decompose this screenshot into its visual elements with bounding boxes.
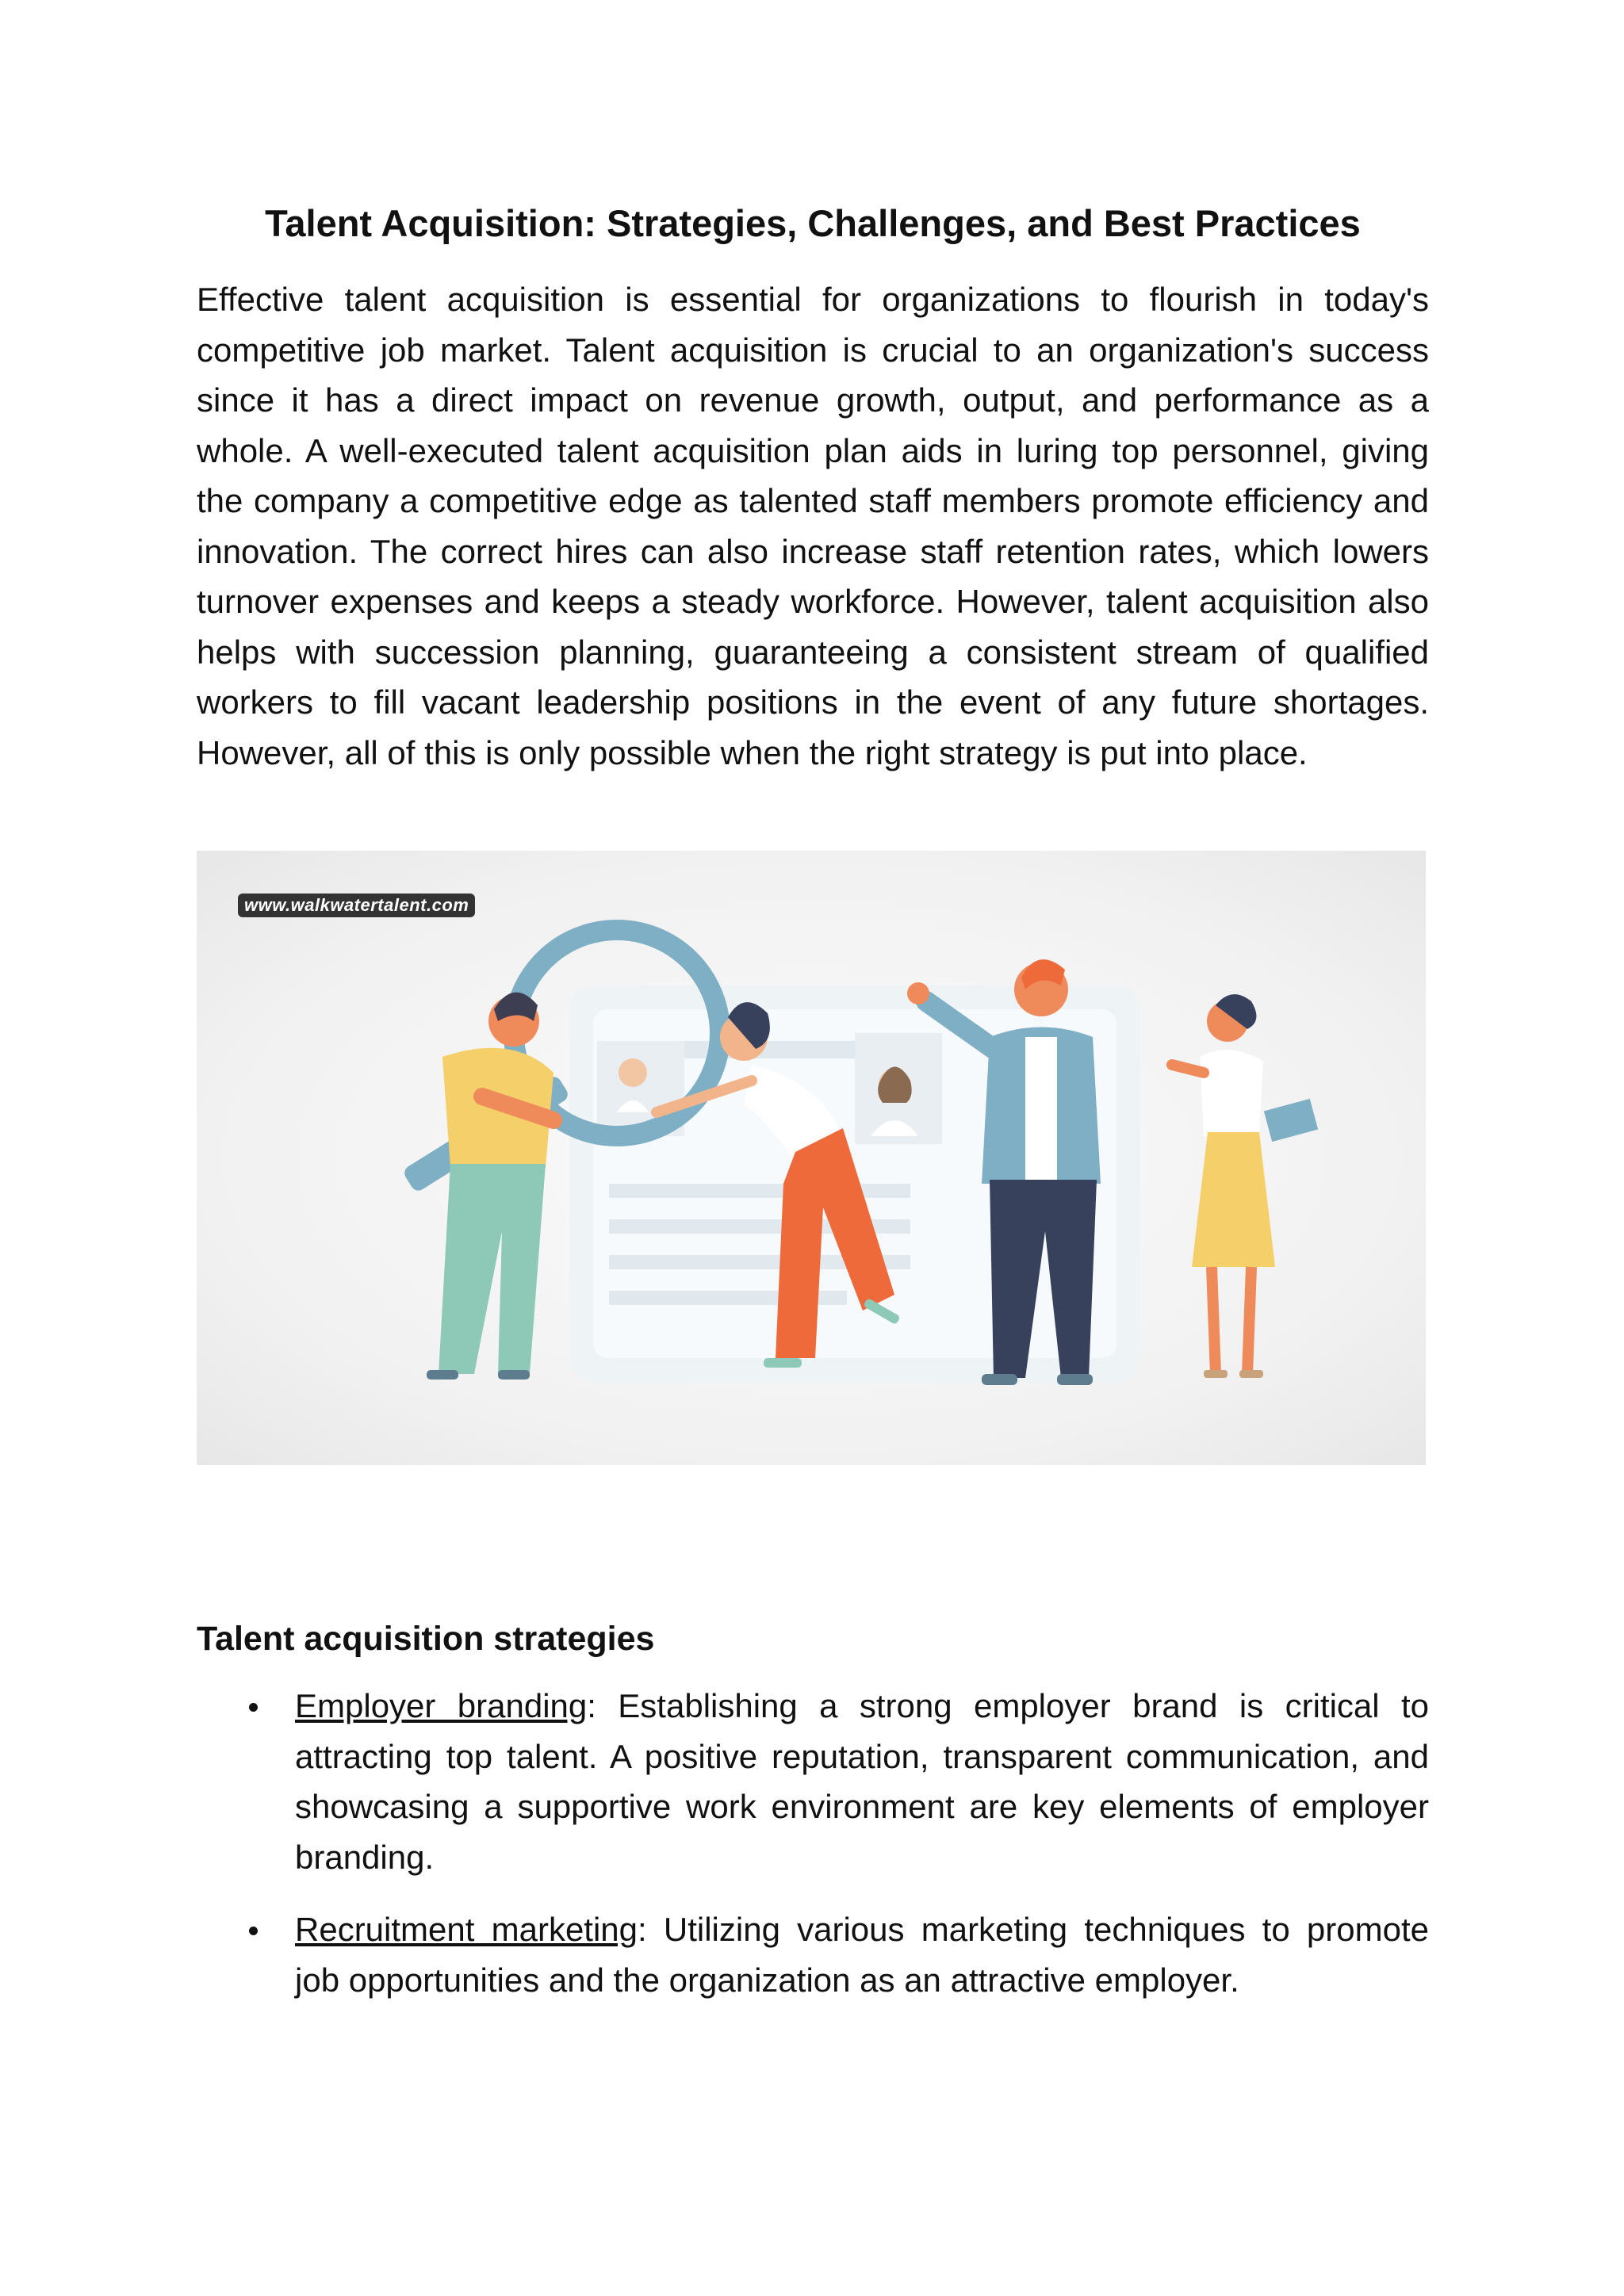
intro-paragraph: Effective talent acquisition is essential for organizations to flourish in today's competitive job market. Talent acquisition is crucial to an organization's success since it has a direct impact on revenue growth, output, and performance as a whole. A well-executed talent acquisition plan aids in luring top personnel, giving the company a competitive edge as talented staff members promote efficiency and innovation. The correct hires can also increase staff retention rates, which lowers turnover expenses and keeps a steady workforce. However, talent acquisition also helps with succession planning, guaranteeing a consistent stream of qualified workers to fill vacant leadership positions in the event of any future shortages. However, all of this is only possible when the right strategy is put into place. — [197, 281, 1429, 771]
strategies-list — [197, 1681, 1429, 2027]
bullet-icon — [249, 1927, 258, 1935]
strategy-term: Recruitment marketing — [295, 1911, 638, 1948]
strategy-description: : Establishing a strong employer brand is critical to attracting top talent. A positive reputation, transparent communication, and showcasing a supportive work environment are key elements of employer branding. — [295, 1687, 1430, 1876]
section-heading: Talent acquisition strategies — [197, 1620, 655, 1658]
strategy-term: Employer branding — [295, 1687, 588, 1724]
watermark-label: www.walkwatertalent.com — [238, 894, 475, 917]
document-title: Talent Acquisition: Strategies, Challenges, and Best Practices — [265, 202, 1361, 244]
talent-search-illustration — [197, 851, 1426, 1465]
bullet-icon — [249, 1703, 258, 1712]
list-item — [197, 1681, 1429, 1882]
strategy-description: : Utilizing various marketing techniques to promote job opportunities and the organization as an attractive employer. — [295, 1911, 1429, 1999]
list-item — [197, 1904, 1429, 2005]
illustration-graphic — [197, 851, 1426, 1465]
